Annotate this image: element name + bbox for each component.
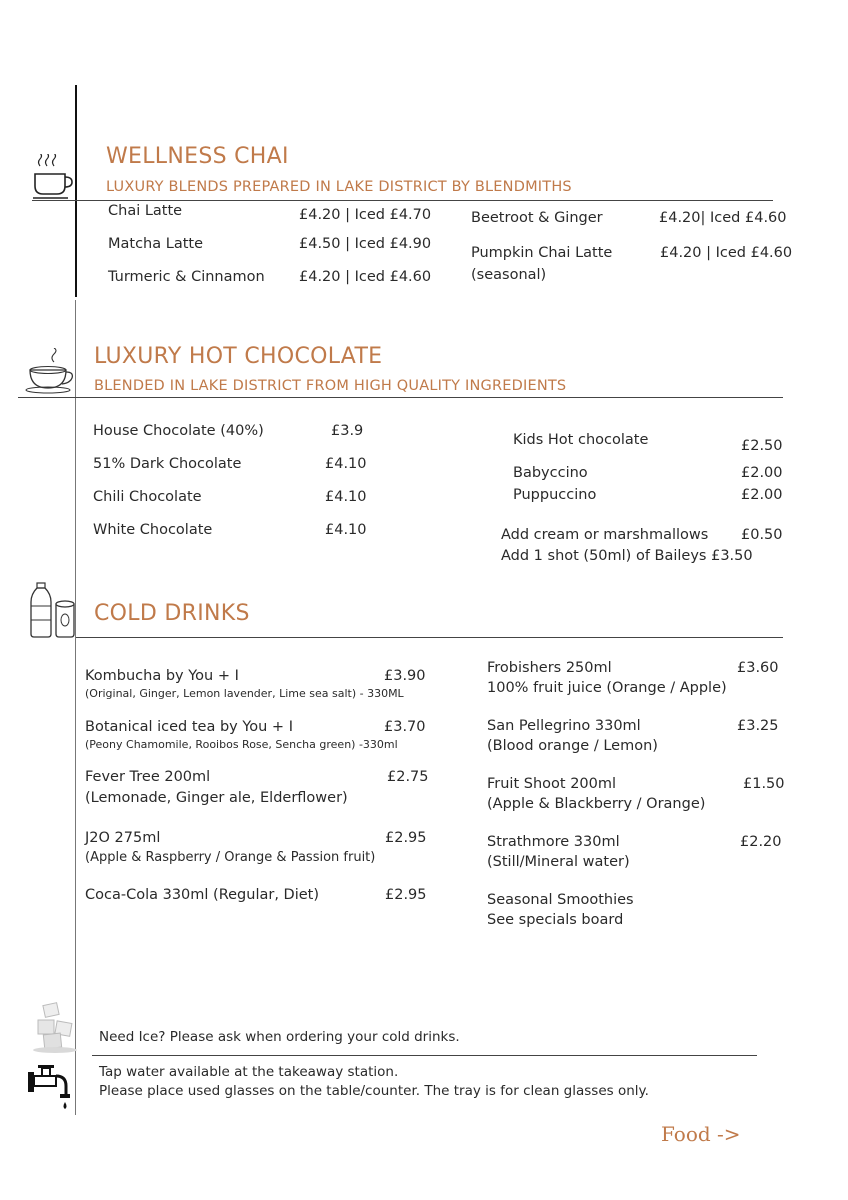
section-rule-vertical (75, 300, 76, 1115)
menu-item-price: £2.95 (385, 830, 427, 846)
chai-divider (32, 200, 773, 201)
menu-item-detail: (Peony Chamomile, Rooibos Rose, Sencha green) -330ml (85, 738, 398, 751)
menu-item-detail: (Blood orange / Lemon) (487, 738, 658, 754)
menu-item-price: £4.10 (325, 489, 367, 505)
menu-item-price: £4.20 | Iced £4.60 (660, 245, 793, 261)
chai-title: WELLNESS CHAI (106, 144, 289, 169)
menu-item-name: 51% Dark Chocolate (93, 456, 242, 472)
cold-drinks-title: COLD DRINKS (94, 601, 250, 626)
menu-item-name: Coca-Cola 330ml (Regular, Diet) (85, 887, 319, 903)
menu-item-name: Fruit Shoot 200ml (487, 776, 617, 792)
menu-item-name: Puppuccino (513, 487, 597, 503)
ice-note: Need Ice? Please ask when ordering your cold drinks. (99, 1029, 460, 1045)
menu-item-name: San Pellegrino 330ml (487, 718, 641, 734)
menu-item-price: £2.50 (741, 438, 783, 454)
menu-item-name: Chili Chocolate (93, 489, 202, 505)
menu-item-detail: 100% fruit juice (Orange / Apple) (487, 680, 727, 696)
menu-item-price: £2.00 (741, 487, 783, 503)
glasses-note: Please place used glasses on the table/counter. The tray is for clean glasses only. (99, 1083, 649, 1099)
menu-item-name: Kombucha by You + I (85, 668, 239, 684)
chai-subtitle: LUXURY BLENDS PREPARED IN LAKE DISTRICT BY BLENDMITHS (106, 179, 572, 195)
menu-item-detail: (Lemonade, Ginger ale, Elderflower) (85, 790, 348, 806)
menu-item-name: Matcha Latte (108, 236, 203, 252)
menu-item-name: Fever Tree 200ml (85, 769, 211, 785)
menu-item-price: £2.95 (385, 887, 427, 903)
menu-item-name: Babyccino (513, 465, 588, 481)
menu-item-price: £4.20 | Iced £4.60 (299, 269, 432, 285)
menu-item-price: £4.20 | Iced £4.70 (299, 207, 432, 223)
menu-item-price: £3.60 (737, 660, 779, 676)
menu-item-name: Chai Latte (108, 203, 183, 219)
menu-item-name: Frobishers 250ml (487, 660, 612, 676)
menu-item-detail: (Original, Ginger, Lemon lavender, Lime sea salt) - 330ML (85, 687, 404, 700)
menu-item-price: £4.50 | Iced £4.90 (299, 236, 432, 252)
menu-item-price: £3.70 (384, 719, 426, 735)
menu-item-detail: (Apple & Blackberry / Orange) (487, 796, 706, 812)
menu-item-price: £2.75 (387, 769, 429, 785)
menu-item-price: £4.10 (325, 522, 367, 538)
addon-name: Add cream or marshmallows (501, 527, 709, 543)
menu-item-price: £3.25 (737, 718, 779, 734)
menu-item-name: White Chocolate (93, 522, 213, 538)
menu-item-name: Kids Hot chocolate (513, 432, 649, 448)
menu-item-name: House Chocolate (40%) (93, 423, 264, 439)
menu-item-detail: (Apple & Raspberry / Orange & Passion fruit) (85, 850, 376, 865)
ice-cubes-icon (30, 1002, 80, 1058)
menu-item-name: Pumpkin Chai Latte (471, 245, 613, 261)
menu-item-note: (seasonal) (471, 267, 547, 283)
menu-item-name: J2O 275ml (85, 830, 161, 846)
menu-item-price: £1.50 (743, 776, 785, 792)
bottle-and-can-icon (28, 582, 78, 642)
menu-item-price: £2.20 (740, 834, 782, 850)
menu-item-price: £3.9 (331, 423, 364, 439)
addon-name: Add 1 shot (50ml) of Baileys £3.50 (501, 548, 753, 564)
menu-item-detail: (Still/Mineral water) (487, 854, 630, 870)
hot-chocolate-title: LUXURY HOT CHOCOLATE (94, 344, 383, 369)
notes-divider (92, 1055, 757, 1056)
hot-chocolate-subtitle: BLENDED IN LAKE DISTRICT FROM HIGH QUALITY INGREDIENTS (94, 378, 567, 394)
menu-item-price: £2.00 (741, 465, 783, 481)
hot-chocolate-divider (18, 397, 783, 398)
menu-item-name: Strathmore 330ml (487, 834, 620, 850)
menu-item-name: Turmeric & Cinnamon (108, 269, 265, 285)
menu-item-price: £3.90 (384, 668, 426, 684)
water-tap-icon (26, 1062, 76, 1118)
food-page-link[interactable]: Food -> (661, 1122, 741, 1146)
menu-item-price: £4.10 (325, 456, 367, 472)
coffee-cup-icon (30, 154, 76, 204)
water-note: Tap water available at the takeaway station. (99, 1064, 399, 1080)
menu-item-name: Seasonal Smoothies (487, 892, 634, 908)
menu-item-price: £4.20| Iced £4.60 (659, 210, 787, 226)
menu-item-name: Botanical iced tea by You + I (85, 719, 293, 735)
cold-drinks-divider (76, 637, 783, 638)
menu-item-name: Beetroot & Ginger (471, 210, 603, 226)
addon-price: £0.50 (741, 527, 783, 543)
hot-drink-cup-icon (24, 348, 76, 400)
menu-item-detail: See specials board (487, 912, 624, 928)
